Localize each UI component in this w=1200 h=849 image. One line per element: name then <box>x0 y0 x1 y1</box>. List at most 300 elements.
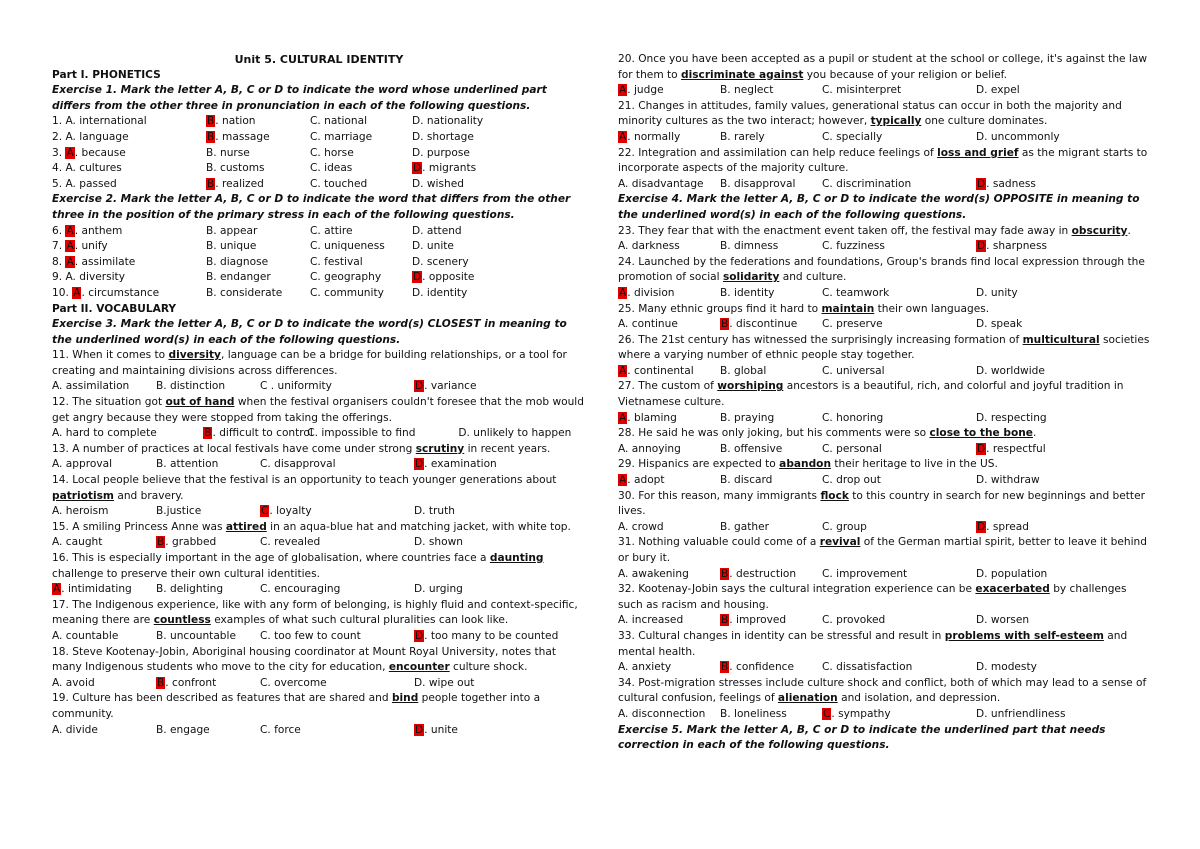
answer-option: A. disadvantage <box>618 177 704 190</box>
answer-option: 9. A. diversity <box>52 271 125 284</box>
answer-options-row <box>52 535 586 551</box>
question-text: 24. Launched by the federations and foundations, Group's brands find local expression through the promotion of social <box>618 255 1145 284</box>
answer-option: C. national <box>310 115 368 128</box>
answer-option <box>52 286 206 302</box>
question-text-end: , language can be a bridge for building relationships, or a tool for creating and maintaining divisions across differences. <box>52 349 567 377</box>
answer-option <box>52 224 206 240</box>
question-text: 30. For this reason, many immigrants <box>618 489 821 502</box>
question-stem <box>52 645 586 676</box>
question-text: 34. Post-migration stresses include culture shock and conflict, both of which may lead to a sense of cultural confusion, feelings of <box>618 676 1147 705</box>
question-stem <box>618 379 1150 410</box>
answer-option: C. honoring <box>822 411 884 424</box>
question-text-end: as the migrant starts to incorporate aspects of the majority culture. <box>618 146 1148 175</box>
answer-options-row <box>618 442 1150 458</box>
answer-option: C. attire <box>310 224 353 237</box>
answer-option: B. attention <box>156 458 219 471</box>
underlined-keyword: out of hand <box>165 396 235 409</box>
question-text: 12. The situation got <box>52 396 166 409</box>
underlined-keyword: attired <box>225 520 267 533</box>
question-text: 26. The 21st century has witnessed the surprisingly increasing formation of <box>618 333 1023 346</box>
selected-answer-marker: B <box>207 115 215 128</box>
option-text: . assimilate <box>74 255 136 268</box>
selected-answer-marker: B <box>157 536 165 549</box>
selected-answer-marker: D <box>413 162 422 175</box>
option-text: . too many to be counted <box>424 629 559 642</box>
underlined-keyword: loss and grief <box>937 146 1019 159</box>
answer-options-row <box>52 629 586 645</box>
answer-option: D. purpose <box>412 146 470 159</box>
option-text: . circumstance <box>81 286 160 299</box>
question-stem <box>52 348 586 379</box>
answer-option: D. unlikely to happen <box>458 427 572 440</box>
selected-answer-marker: B <box>157 676 165 689</box>
answer-option <box>976 442 1096 458</box>
question-text-end: and isolation, and depression. <box>837 692 1001 705</box>
question-stem <box>52 691 586 722</box>
answer-options-row <box>52 270 586 286</box>
question-text-end: ancestors is a beautiful, rich, and colorful and joyful tradition in Vietnamese culture. <box>618 380 1124 409</box>
part-heading: Part I. PHONETICS <box>52 68 161 81</box>
question-stem <box>618 457 1150 473</box>
answer-options-row <box>52 582 586 598</box>
selected-answer-marker: A <box>53 583 61 596</box>
answer-option: B. distinction <box>156 380 226 393</box>
question-text: 18. Steve Kootenay-Jobin, Aboriginal housing coordinator at Mount Royal University, notes that many Indigenous students who move to the city for education, <box>52 645 557 674</box>
answer-option: B. dimness <box>720 240 779 253</box>
selected-answer-marker: A <box>66 224 74 237</box>
answer-options-row <box>618 660 1150 676</box>
answer-option <box>414 457 544 473</box>
selected-answer-marker: A <box>619 84 627 97</box>
question-text: 31. Nothing valuable could come of a <box>618 536 820 549</box>
unit-title: Unit 5. CULTURAL IDENTITY <box>234 53 404 66</box>
option-text: . blaming <box>627 411 677 424</box>
answer-option: A. annoying <box>618 442 681 455</box>
option-text: . confront <box>165 676 217 689</box>
left-column <box>52 52 586 738</box>
question-text: 15. A smiling Princess Anne was <box>52 520 226 533</box>
answer-option <box>260 504 414 520</box>
answer-option: 2. A. language <box>52 130 129 143</box>
answer-option <box>720 660 822 676</box>
underlined-keyword: typically <box>870 115 922 128</box>
question-stem <box>618 224 1150 240</box>
question-text-end: of the German martial spirit, better to leave it behind or bury it. <box>618 536 1147 564</box>
answer-option <box>976 239 1096 255</box>
answer-option: D. speak <box>976 318 1023 331</box>
selected-answer-marker: B <box>207 177 215 190</box>
answer-option: B. customs <box>206 162 265 175</box>
exercise-instruction: Exercise 4. Mark the letter A, B, C or D to indicate the word(s) OPPOSITE in meaning to the underlined word(s) in each of the following questions. <box>618 193 1140 221</box>
answer-option: C. preserve <box>822 318 883 331</box>
selected-answer-marker: D <box>977 177 986 190</box>
answer-options-row <box>618 177 1150 193</box>
question-text: 14. Local people believe that the festival is an opportunity to teach younger generations about <box>52 474 557 487</box>
underlined-keyword: revival <box>819 536 861 549</box>
underlined-keyword: discriminate against <box>681 68 804 81</box>
selected-answer-marker: B <box>207 130 215 143</box>
underlined-keyword: maintain <box>821 302 875 315</box>
selected-answer-marker: B <box>721 567 729 580</box>
question-text-end: their heritage to live in the US. <box>831 458 998 471</box>
answer-option <box>618 130 720 146</box>
option-text: . grabbed <box>165 536 217 549</box>
selected-answer-marker: B <box>721 661 729 674</box>
answer-option: C. disapproval <box>260 458 336 471</box>
answer-option <box>618 473 720 489</box>
answer-option: C. revealed <box>260 536 321 549</box>
answer-option <box>720 567 822 583</box>
answer-option: C. misinterpret <box>822 84 902 97</box>
answer-option: D. attend <box>412 224 462 237</box>
underlined-keyword: countless <box>153 614 211 627</box>
answer-option: D. truth <box>414 505 455 518</box>
underlined-keyword: scrutiny <box>415 442 465 455</box>
selected-answer-marker: A <box>619 286 627 299</box>
selected-answer-marker: D <box>415 380 424 393</box>
question-stem <box>618 333 1150 364</box>
answer-option: A. caught <box>52 536 103 549</box>
option-prefix: 8. <box>52 255 66 268</box>
answer-options-row <box>52 114 586 130</box>
underlined-keyword: obscurity <box>1071 224 1128 237</box>
answer-option: B. delighting <box>156 583 224 596</box>
answer-option: C. group <box>822 520 867 533</box>
answer-option: A. increased <box>618 614 684 627</box>
answer-options-row <box>618 613 1150 629</box>
option-text: . sympathy <box>831 707 891 720</box>
answer-option: B. unique <box>206 240 257 253</box>
answer-options-row <box>52 177 586 193</box>
answer-options-row <box>52 255 586 271</box>
answer-option: B. neglect <box>720 84 774 97</box>
underlined-keyword: abandon <box>779 458 831 471</box>
question-stem <box>618 255 1150 286</box>
question-text-end: in an aqua-blue hat and matching jacket, with white top. <box>266 520 571 533</box>
answer-option: B. gather <box>720 520 769 533</box>
question-text: 19. Culture has been described as features that are shared and <box>52 692 392 705</box>
answer-option <box>156 535 260 551</box>
answer-option: A. crowd <box>618 520 664 533</box>
option-text: . opposite <box>422 271 475 284</box>
selected-answer-marker: A <box>66 146 74 159</box>
selected-answer-marker: D <box>977 442 986 455</box>
answer-options-row <box>618 707 1150 723</box>
answer-option: D. respecting <box>976 411 1047 424</box>
selected-answer-marker: C <box>823 707 831 720</box>
selected-answer-marker: A <box>619 130 627 143</box>
selected-answer-marker: D <box>415 629 424 642</box>
answer-options-row <box>618 567 1150 583</box>
question-text-end: and culture. <box>779 271 847 284</box>
question-text: 20. Once you have been accepted as a pupil or student at the school or college, it's against the law for them to <box>618 53 1148 81</box>
selected-answer-marker: A <box>73 286 81 299</box>
question-text-end: and bravery. <box>113 489 184 502</box>
underlined-keyword: encounter <box>388 661 450 674</box>
answer-option: B. global <box>720 364 767 377</box>
answer-option: D. unite <box>412 240 454 253</box>
answer-options-row <box>52 504 586 520</box>
option-text: . because <box>74 146 126 159</box>
question-text: 25. Many ethnic groups find it hard to <box>618 302 822 315</box>
answer-option: C. touched <box>310 177 368 190</box>
answer-options-row <box>52 676 586 692</box>
option-text: . adopt <box>627 474 665 487</box>
answer-option: C. dissatisfaction <box>822 661 913 674</box>
question-stem <box>618 676 1150 707</box>
answer-option: D. withdraw <box>976 474 1040 487</box>
answer-option <box>52 255 206 271</box>
underlined-keyword: worshiping <box>717 380 784 393</box>
answer-option: B. disapproval <box>720 177 796 190</box>
answer-option <box>412 161 512 177</box>
option-prefix: 3. <box>52 146 66 159</box>
question-stem <box>52 551 586 582</box>
answer-option: 4. A. cultures <box>52 162 122 175</box>
answer-option <box>206 130 310 146</box>
question-text: 23. They fear that with the enactment event taken off, the festival may fade away in <box>618 224 1072 237</box>
question-text-end: to this country in search for new beginnings and better lives. <box>618 489 1145 518</box>
selected-answer-marker: B <box>721 614 729 627</box>
answer-option: B. uncountable <box>156 629 236 642</box>
question-text-end: you because of your religion or belief. <box>803 68 1007 81</box>
question-text-end: one culture dominates. <box>921 115 1048 128</box>
question-stem <box>618 629 1150 660</box>
answer-option: A. assimilation <box>52 380 130 393</box>
answer-options-row <box>52 146 586 162</box>
answer-option: A. continue <box>618 318 678 331</box>
option-text: . difficult to control <box>212 427 313 440</box>
question-stem <box>618 535 1150 566</box>
answer-option: C. ideas <box>310 162 353 175</box>
answer-option: B. offensive <box>720 442 783 455</box>
option-text: . variance <box>424 380 477 393</box>
selected-answer-marker: B <box>204 427 212 440</box>
question-text-end: and mental health. <box>618 629 1128 658</box>
answer-options-row <box>52 457 586 473</box>
question-stem <box>618 489 1150 520</box>
answer-option <box>976 520 1096 536</box>
answer-option: B.justice <box>156 505 202 518</box>
question-stem <box>618 146 1150 177</box>
answer-option <box>618 286 720 302</box>
answer-option: D. uncommonly <box>976 130 1060 143</box>
underlined-keyword: close to the bone <box>929 427 1033 440</box>
answer-option <box>822 707 976 723</box>
answer-option: D. worsen <box>976 614 1030 627</box>
option-text: . intimidating <box>61 583 132 596</box>
question-stem <box>618 52 1150 83</box>
answer-option: B. considerate <box>206 286 283 299</box>
option-text: . destruction <box>729 567 797 580</box>
exercise-instruction: Exercise 2. Mark the letter A, B, C or D to indicate the word that differs from the other three in the position of the primary stress in each of the following questions. <box>52 193 571 221</box>
answer-option: D. unfriendliness <box>976 707 1066 720</box>
question-text: 21. Changes in attitudes, family values, generational status can occur in both the majority and minority cultures as the two interact; however, <box>618 99 1122 128</box>
option-text: . judge <box>627 84 664 97</box>
answer-option: A. approval <box>52 458 113 471</box>
question-text-end: in recent years. <box>464 442 551 455</box>
question-text: 16. This is especially important in the age of globalisation, where countries face a <box>52 552 490 564</box>
answer-option <box>52 146 206 162</box>
answer-option: D. shortage <box>412 130 474 143</box>
question-text: 11. When it comes to <box>52 349 169 362</box>
answer-option <box>618 411 720 427</box>
underlined-keyword: patriotism <box>52 489 114 502</box>
question-text: 28. He said he was only joking, but his comments were so <box>618 427 930 440</box>
answer-option <box>720 613 822 629</box>
answer-option: A. anxiety <box>618 661 672 674</box>
question-text-end: culture shock. <box>449 661 528 674</box>
answer-options-row <box>618 286 1150 302</box>
answer-option <box>976 177 1096 193</box>
answer-option: C. personal <box>822 442 882 455</box>
answer-options-row <box>618 520 1150 536</box>
answer-option <box>203 426 313 442</box>
answer-options-row <box>618 239 1150 255</box>
answer-option: A. hard to complete <box>52 427 157 440</box>
question-text: 22. Integration and assimilation can help reduce feelings of <box>618 146 938 159</box>
answer-option <box>206 114 310 130</box>
question-text-end: their own languages. <box>874 302 990 315</box>
answer-option: C. festival <box>310 255 363 268</box>
option-text: . sharpness <box>986 240 1047 253</box>
answer-option: B. endanger <box>206 271 271 284</box>
answer-option: D. wished <box>412 177 464 190</box>
answer-option: C. marriage <box>310 130 373 143</box>
option-text: . unify <box>74 240 108 253</box>
answer-option <box>206 177 310 193</box>
answer-option: B. appear <box>206 224 258 237</box>
exercise-instruction: Exercise 3. Mark the letter A, B, C or D to indicate the word(s) CLOSEST in meaning to the underlined word(s) in each of the following questions. <box>52 318 567 346</box>
question-text-end: challenge to preserve their own cultural identities. <box>52 567 320 580</box>
exercise-instruction: Exercise 1. Mark the letter A, B, C or D to indicate the word whose underlined part differs from the other three in pronunciation in each of the following questions. <box>52 84 547 112</box>
option-text: . spread <box>986 520 1030 533</box>
underlined-keyword: diversity <box>168 349 221 362</box>
exercise-instruction: Exercise 5. Mark the letter A, B, C or D to indicate the underlined part that needs correction in each of the following questions. <box>618 723 1106 752</box>
answer-option: B. engage <box>156 723 210 736</box>
answer-option: A. darkness <box>618 240 680 253</box>
answer-options-row <box>52 161 586 177</box>
selected-answer-marker: A <box>619 411 627 424</box>
answer-options-row <box>52 379 586 395</box>
option-prefix: 7. <box>52 240 66 253</box>
question-text-end: societies where a varying number of ethnic people stay together. <box>618 333 1150 362</box>
answer-options-row <box>618 411 1150 427</box>
question-stem <box>618 99 1150 130</box>
question-text: 17. The Indigenous experience, like with any form of belonging, is highly fluid and context-specific, meaning there are <box>52 598 578 627</box>
option-text: . division <box>627 286 675 299</box>
answer-option: D. urging <box>414 583 463 596</box>
answer-option: C. horse <box>310 146 354 159</box>
answer-option: C. teamwork <box>822 286 890 299</box>
answer-option: B. nurse <box>206 146 250 159</box>
answer-option: A. countable <box>52 629 119 642</box>
answer-option: C. overcome <box>260 676 327 689</box>
option-text: . confidence <box>729 661 795 674</box>
answer-option: D. expel <box>976 84 1020 97</box>
answer-option: C. universal <box>822 364 885 377</box>
answer-options-row <box>52 224 586 240</box>
answer-option: A. disconnection <box>618 707 706 720</box>
selected-answer-marker: D <box>415 723 424 736</box>
question-text-end: . <box>1127 224 1131 237</box>
answer-option: C. drop out <box>822 474 881 487</box>
answer-option: D. wipe out <box>414 676 475 689</box>
selected-answer-marker: B <box>721 318 729 331</box>
answer-option: C. fuzziness <box>822 240 885 253</box>
option-text: . examination <box>424 458 497 471</box>
option-text: . normally <box>627 130 681 143</box>
answer-option: C. specially <box>822 130 883 143</box>
answer-options-row <box>618 364 1150 380</box>
selected-answer-marker: A <box>66 240 74 253</box>
option-text: . loyalty <box>269 505 312 518</box>
question-stem <box>52 598 586 629</box>
option-text: . improved <box>729 614 787 627</box>
answer-option: B. rarely <box>720 130 765 143</box>
answer-option: C. too few to count <box>260 629 361 642</box>
option-text: . massage <box>215 130 270 143</box>
underlined-keyword: solidarity <box>722 271 780 284</box>
question-text: 27. The custom of <box>618 380 718 393</box>
answer-option: D. unity <box>976 286 1018 299</box>
question-stem <box>618 426 1150 442</box>
answer-option: 5. A. passed <box>52 177 117 190</box>
answer-option: B. loneliness <box>720 707 787 720</box>
underlined-keyword: problems with self-esteem <box>944 629 1104 642</box>
answer-option <box>52 239 206 255</box>
answer-option: B. discard <box>720 474 773 487</box>
selected-answer-marker: D <box>413 271 422 284</box>
answer-options-row <box>618 473 1150 489</box>
question-text-end: examples of what such cultural pluralities can look like. <box>210 614 509 627</box>
answer-option: A. divide <box>52 723 98 736</box>
option-text: . nation <box>215 115 256 128</box>
answer-option: C. uniqueness <box>310 240 385 253</box>
answer-option <box>414 629 559 645</box>
answer-option: C. force <box>260 723 301 736</box>
right-column <box>618 52 1150 754</box>
option-prefix: 6. <box>52 224 66 237</box>
question-stem <box>52 520 586 536</box>
answer-option: A. awakening <box>618 567 689 580</box>
answer-option: A. avoid <box>52 676 95 689</box>
answer-options-row <box>52 130 586 146</box>
question-stem <box>52 473 586 504</box>
answer-option <box>412 270 512 286</box>
answer-option: C. provoked <box>822 614 886 627</box>
selected-answer-marker: D <box>977 520 986 533</box>
option-text: . realized <box>215 177 264 190</box>
option-prefix: 10. <box>52 286 73 299</box>
answer-option: B. diagnose <box>206 255 269 268</box>
selected-answer-marker: C <box>261 505 269 518</box>
answer-options-row <box>52 286 586 302</box>
part-heading: Part II. VOCABULARY <box>52 302 177 315</box>
answer-option <box>618 364 720 380</box>
answer-option: C. community <box>310 286 384 299</box>
question-text: 29. Hispanics are expected to <box>618 458 780 471</box>
option-text: . unite <box>424 723 458 736</box>
answer-option <box>414 723 544 739</box>
answer-option: D. nationality <box>412 115 484 128</box>
option-text: . respectful <box>986 442 1046 455</box>
answer-option: C. geography <box>310 271 382 284</box>
answer-options-row <box>618 83 1150 99</box>
question-stem <box>52 395 586 426</box>
option-text: . continental <box>627 364 694 377</box>
option-text: . discontinue <box>729 318 798 331</box>
